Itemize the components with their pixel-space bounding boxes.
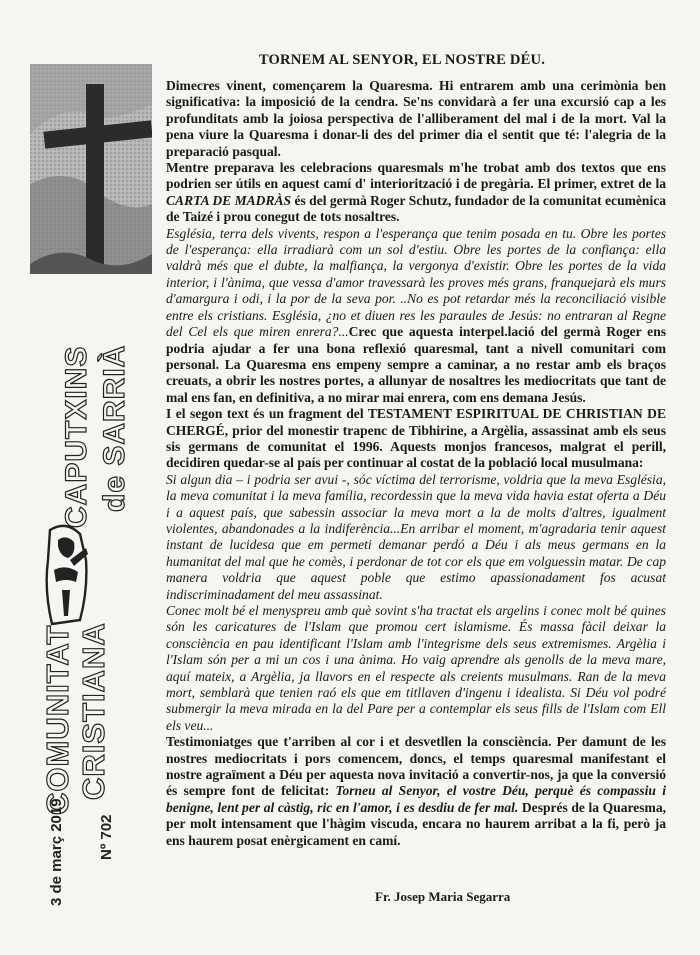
quote-roger: Església, terra dels vivents, respon a l'esperança que tenim posada en tu. Obre les portes de l'esperança: ella irradiarà com un sol d'estiu. Obre les portes de la confiança: ella valdrà més que el dubte, la malfiança, la vergonya d'existir. Obre les portes de la vida interior, i l'ànima, que vessa d'amor travessarà les proves més grans, franquejarà els murs d'amargura i odi, i la por de la seva por. ..No es pot retardar més la reconciliació visible entre els cristians. Església, ¿no et diuen res les paraules de Jesús: no entraran al Regne del Cel els que miren enrera?...Crec que aquesta interpel.lació del germà Roger ens podria ajudar a fer una bona reflexió quaresmal, tant a nivell comunitari com personal. La Quaresma ens empeny sempre a caminar, a no restar amb els braços creuats, a obrir les nostres portes, a allunyar de nosaltres les mediocritats que tant de mal ens fan, en definitiva, a no mirar mai enrera, com ens demana Jesús.	[166, 225, 666, 405]
reflection-paragraph: Crec que aquesta interpel.lació del germà Roger ens podria ajudar a fer una bona reflexió quaresmal, tant a nivell comunitari com personal. La Quaresma ens empeny sempre a caminar, a no restar amb els braços creuats, a obrir les nostres portes, a allunyar de nosaltres les mediocritats que tant de mal ens fan, en definitiva, a no mirar mai enrera, com ens demana Jesús.	[166, 324, 666, 405]
book-title: CARTA DE MADRÀS	[166, 192, 292, 208]
intro-paragraph: Dimecres vinent, començarem la Quaresma. Hi entrarem amb una cerimònia ben significativa: la imposició de la cendra. Se'ns convidarà a fer una excursió cap a les profunditats amb la joiosa perspectiva de l'alliberament del mal i de la mort. Val la pena viure la Quaresma i donar-li des del primer dia el sentit que té: l'alegria de la preparació pasqual.	[166, 78, 666, 159]
paragraph-taize: Mentre preparava les celebracions quaresmals m'he trobat amb dos textos que ens podrien ser útils en aquest camí d' interiorització i de pregària. El primer, extret de la CARTA DE MADRÀS és del germà Roger Schutz, fundador de la comunitat ecumènica de Taizé i prou conegut de tots nosaltres.	[166, 160, 666, 225]
testament-title: TESTAMENT ESPIRITUAL DE CHRISTIAN DE CHERGÉ	[166, 406, 666, 438]
brand-cristiana: CRISTIANA	[76, 622, 111, 800]
cross-image	[30, 64, 152, 274]
brand-caputxins: CAPUTXINS	[60, 345, 93, 528]
article-title: TORNEM AL SENYOR, EL NOSTRE DÉU.	[258, 52, 546, 68]
quote-cherge-1: Si algun dia – i podria ser avui -, sóc víctima del terrorisme, voldria que la meva Església, la meva comunitat i la meva família, recordessin que la meva vida havia estat oferta a Déu i a aquest país, que sabessin associar la meva mort a la de molts d'altres, igualment violentes, abandonades a la indiferència...En arribar el moment, m'agradaria tenir aquest instant de lucidesa que em permeti demanar perdó a Déu i als meus germans en la humanitat del mal que he comès, i perdonar de tot cor els que em volguessin matar. De cap manera voldria que aquest poble que estimo apassionadament fos acusat indiscriminadament del meu assassinat.	[166, 471, 666, 602]
issue-number: Nº 702	[98, 814, 115, 860]
closing-paragraph: Testimoniatges que t'arriben al cor i et desvetllen la consciència. Per damunt de les nostres mediocritats i pors comencem, doncs, el temps quaresmal manifestant el nostre agraïment a Déu per aquesta nova invitació a convertir-nos, ja que la conversió és sempre font de felicitat: Torneu al Senyor, el vostre Déu, perquè és compassiu i benigne, lent per al càstig, ric en l'amor, i es desdiu de fer mal. Després de la Quaresma, per molt intensament que l'hàgim viscuda, encara no haurem arribat a la fi, però ja ens haurem posat enèrgicament en camí.	[166, 734, 667, 848]
capuchin-logo	[40, 520, 92, 630]
signature: Fr. Josep Maria Segarra	[375, 889, 511, 904]
scripture-quote: Torneu al Senyor, el vostre Déu, perquè és compassiu i benigne, lent per al càstig, ric en l'amor, i es desdiu de fer mal.	[166, 783, 666, 815]
brand-comunitat: COMUNITAT	[40, 624, 75, 815]
paragraph-cherge: I el segon text és un fragment del TESTAMENT ESPIRITUAL DE CHRISTIAN DE CHERGÉ, prior del monestir trapenc de Tibhirine, a Argèlia, assassinat amb els seus sis germans de comunitat el 1996. Aquests monjos francesos, malgrat el perill, decidiren quedar-se al país per continuar al costat de la població local musulmana:	[166, 406, 666, 471]
quote-cherge-2: Conec molt bé el menyspreu amb què sovint s'ha tractat els argelins i conec molt bé quines són les caricatures de l'Islam que promou cert islamisme. És massa fàcil deixar la consciència en pau identificant l'Islam amb l'integrisme dels seus extremismes. Argèlia i l'Islam són per a mi un cos i una ànima. Ho vaig aprendre als genolls de la meva mare, aquí mateix, a Argèlia, ja llavors en el respecte als creients musulmans. Ran de la meva mort, semblarà que tenien raó els que em titllaven d'ingenu i idealista. Si Déu vol podré submergir la meva mirada en la del Pare per a contemplar els seus fills de l'Islam com Ell els veu...	[166, 603, 666, 733]
article-body	[166, 78, 666, 849]
issue-date: 3 de març 2019	[48, 798, 65, 906]
brand-de-sarria: de SARRIÀ	[98, 344, 131, 512]
